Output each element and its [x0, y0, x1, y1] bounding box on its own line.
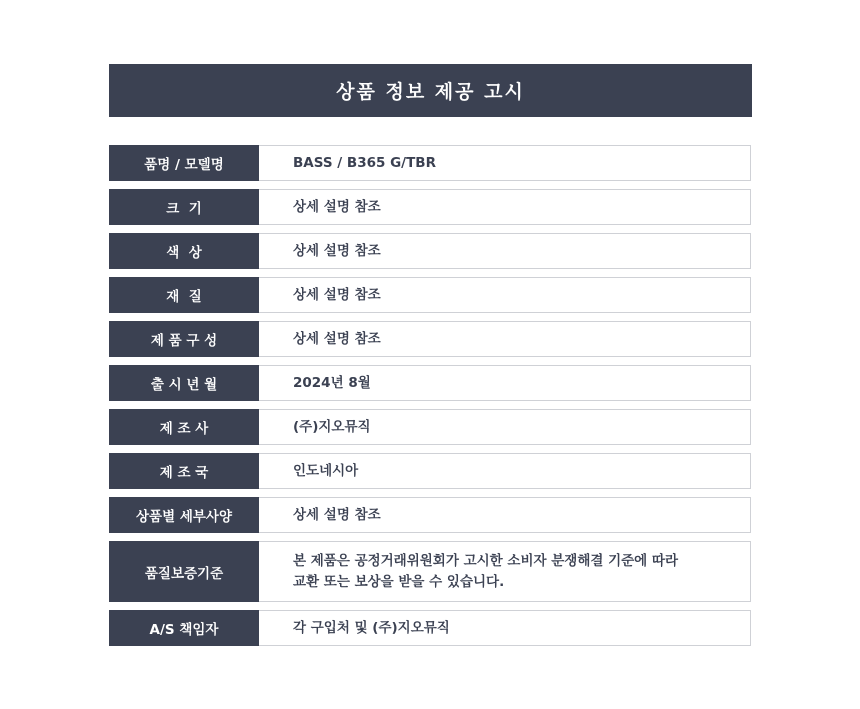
row-value — [259, 541, 751, 602]
page-title: 상품 정보 제공 고시 — [109, 64, 752, 117]
info-row-manufacturer — [109, 409, 751, 445]
row-label: 품명 / 모델명 — [109, 145, 259, 181]
row-value-text: (주)지오뮤직 — [293, 418, 371, 435]
info-row-release-date — [109, 365, 751, 401]
row-label: 재 질 — [109, 277, 259, 313]
row-value — [259, 610, 751, 646]
info-row-size — [109, 189, 751, 225]
row-value — [259, 409, 751, 445]
row-value-text: 상세 설명 참조 — [293, 286, 381, 303]
info-row-color — [109, 233, 751, 269]
row-label: 크 기 — [109, 189, 259, 225]
row-value — [259, 277, 751, 313]
row-label: 제 품 구 성 — [109, 321, 259, 357]
info-row-model — [109, 145, 751, 181]
row-value — [259, 321, 751, 357]
info-row-as-contact — [109, 610, 751, 646]
row-value — [259, 453, 751, 489]
row-label: 출 시 년 월 — [109, 365, 259, 401]
row-label: 제 조 국 — [109, 453, 259, 489]
row-value-text: 인도네시아 — [293, 462, 359, 479]
row-label: 색 상 — [109, 233, 259, 269]
row-value-text: 상세 설명 참조 — [293, 506, 381, 523]
info-row-specs — [109, 497, 751, 533]
row-value-text: 2024년 8월 — [293, 374, 371, 391]
row-value-text: 상세 설명 참조 — [293, 198, 381, 215]
row-value-text: 상세 설명 참조 — [293, 242, 381, 259]
info-row-warranty — [109, 541, 751, 602]
row-value — [259, 365, 751, 401]
info-row-components — [109, 321, 751, 357]
row-value-text: BASS / B365 G/TBR — [293, 154, 436, 171]
row-value-text: 각 구입처 및 (주)지오뮤직 — [293, 619, 450, 636]
row-value — [259, 497, 751, 533]
product-info-table — [109, 145, 751, 654]
row-value — [259, 233, 751, 269]
row-label: A/S 책임자 — [109, 610, 259, 646]
info-row-material — [109, 277, 751, 313]
info-row-country — [109, 453, 751, 489]
row-label: 제 조 사 — [109, 409, 259, 445]
row-label: 상품별 세부사양 — [109, 497, 259, 533]
row-value-line-1: 본 제품은 공정거래위원회가 고시한 소비자 분쟁해결 기준에 따라 — [293, 552, 679, 569]
row-value-line-2: 교환 또는 보상을 받을 수 있습니다. — [293, 573, 505, 590]
row-value — [259, 145, 751, 181]
row-value-text: 상세 설명 참조 — [293, 330, 381, 347]
row-value — [259, 189, 751, 225]
row-label: 품질보증기준 — [109, 541, 259, 602]
